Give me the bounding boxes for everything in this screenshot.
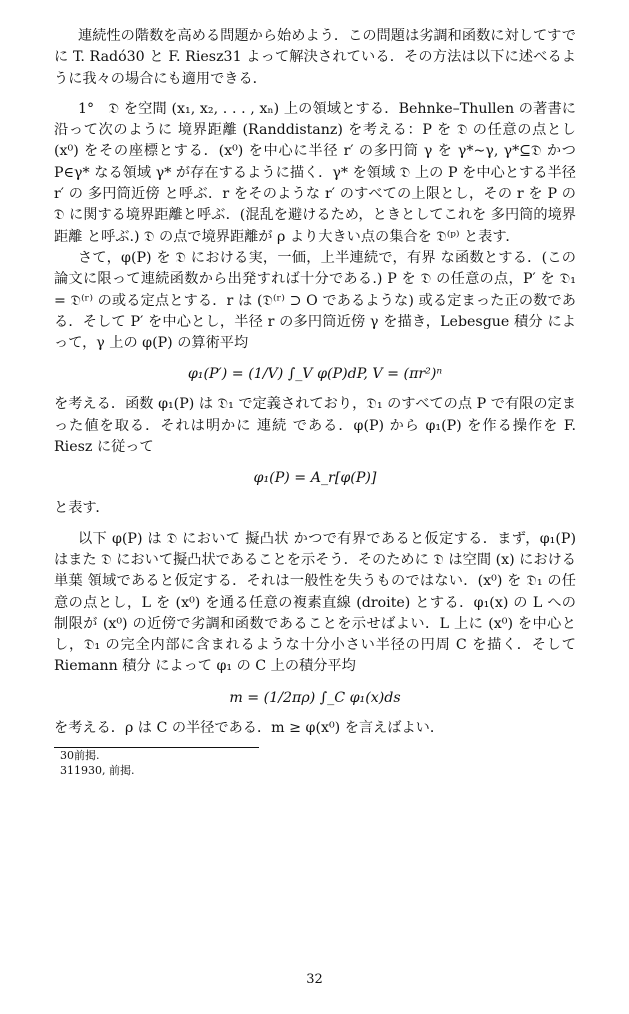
paragraph-2: 1° 𝔇 を空間 (x₁, x₂, . . . , xₙ) 上の領域とする．Behnke–Thullen の著書に沿って次のように 境界距離 (Randdistanz) を考える：P を 𝔇 の任意の点とし (x⁰) をその座標とする．(x⁰) を中心に半径 r′ の多円筒 γ を γ*∼γ, γ*⊆𝔇 かつ P∈γ* なる領域 γ* が存在するように描く．γ* を領域 𝔇 上の P を中心とする半径 r′ の 多円筒近傍 と呼ぶ．r をそのような r′ のすべての上限とし，その r を P の 𝔇 に関する境界距離と呼ぶ．(混乱を避けるため，ときとしてこれを 多円筒的境界距離 と呼ぶ.) 𝔇 の点で境界距離が ρ より大きい点の集合を 𝔇⁽ᵖ⁾ と表す． xyxy=(54,100,576,245)
page-body xyxy=(54,26,576,778)
footnote-31: 311930, 前掲. xyxy=(60,764,135,778)
paragraph-1: 連続性の階数を高める問題から始めよう．この問題は劣調和函数に対してすでに T. Radó30 と F. Riesz31 よって解決されている．その方法は以下に述べるように我々の場合にも適用できる． xyxy=(54,28,576,87)
page-number: 32 xyxy=(306,972,323,987)
paragraph-6: 以下 φ(P) は 𝔇 において 擬凸状 かつで有界であると仮定する．まず，φ₁(P) はまた 𝔇 において擬凸状であることを示そう．そのために 𝔇 は空間 (x) における 単葉 領域であると仮定する．それは一般性を失うものではない．(x⁰) を 𝔇₁ の任意の点とし，L を (x⁰) を通る任意の複素直線 (droite) とする．φ₁(x) の L への制限が (x⁰) の近傍で劣調和函数であることを示せばよい．L 上に (x⁰) を中心とし，𝔇₁ の完全内部に含まれるような十分小さい半径の円周 C を描く．そして Riemann 積分 によって φ₁ の C 上の積分平均 xyxy=(54,530,576,675)
paragraph-3: さて，φ(P) を 𝔇 における実，一価，上半連続で，有界 な函数とする．(この論文に限って連続函数から出発すれば十分である.) P を 𝔇 の任意の点，P′ を 𝔇₁ = 𝔇⁽ʳ⁾ の或る定点とする．r は (𝔇⁽ʳ⁾ ⊃ O であるような) 或る定まった正の数である．そして P′ を中心とし，半径 r の多円筒近傍 γ を描き，Lebesgue 積分 によって，γ 上の φ(P) の算術平均 xyxy=(54,249,576,352)
equation-mean-value: φ₁(P′) = (1/V) ∫_V φ(P)dP, V = (πr²)ⁿ xyxy=(187,366,443,383)
equation-circle-mean: m = (1/2πρ) ∫_C φ₁(x)ds xyxy=(229,689,401,706)
equation-operator: φ₁(P) = A_r[φ(P)] xyxy=(253,470,377,487)
footnote-30: 30前掲. xyxy=(60,749,100,763)
paragraph-5: と表す． xyxy=(54,500,110,517)
paragraph-4: を考える．函数 φ₁(P) は 𝔇₁ で定義されており，𝔇₁ のすべての点 P で有限の定まった値を取る．それは明かに 連続 である．φ(P) から φ₁(P) を作る操作を F. Riesz に従って xyxy=(54,396,576,456)
paragraph-7: を考える．ρ は C の半径である．m ≥ φ(x⁰) を言えばよい． xyxy=(54,719,445,736)
